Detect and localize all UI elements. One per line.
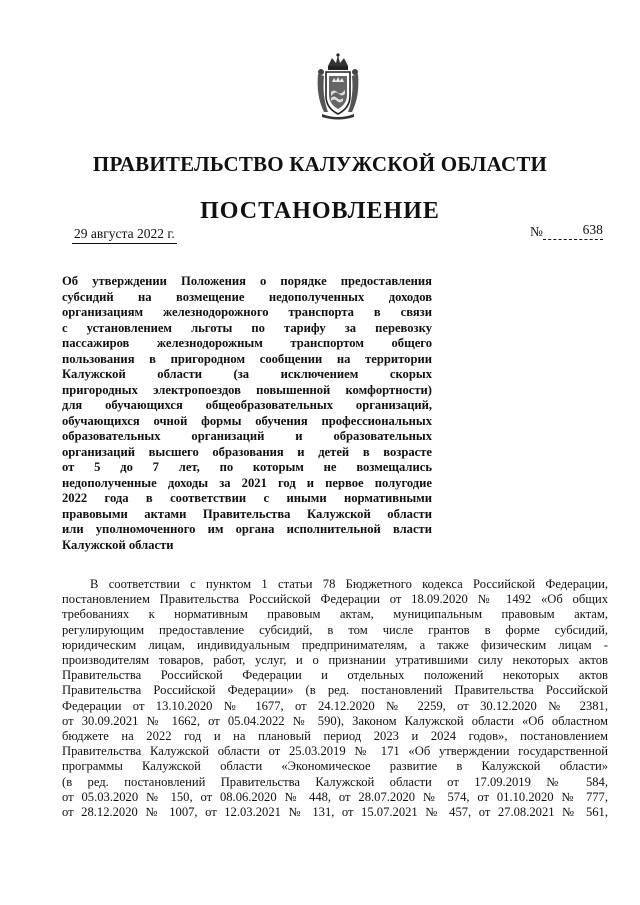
resolution-title: [62, 274, 432, 553]
number-value: 638: [543, 222, 603, 240]
body-line: производителям товаров, работ, услуг, и о признании утратившими силу некоторых актов: [62, 653, 608, 668]
title-line: 2022 года в соответствии с иными нормативными: [62, 491, 432, 505]
title-line: субсидий на возмещение недополученных доходов: [62, 289, 432, 304]
body-line: (в ред. постановлений Правительства Калужской области от 17.09.2019 № 584,: [62, 774, 608, 789]
title-line: для обучающихся общеобразовательных организаций,: [62, 398, 432, 412]
title-line: пользования в пригородном сообщении на территории: [62, 351, 432, 366]
body-line: Федерации от 13.10.2020 № 1677, от 24.12.2020 № 2259, от 30.12.2020 № 2381,: [62, 698, 608, 713]
document-date: 29 августа 2022 г.: [72, 226, 177, 244]
title-line: правовыми актами Правительства Калужской области: [62, 506, 432, 521]
body-line: программы Калужской области «Экономическое развитие в Калужской области»: [62, 759, 608, 774]
body-line: бюджете на 2022 год и на плановый период 2023 и 2024 годов», постановлением: [62, 729, 608, 744]
title-line: организациям железнодорожного транспорта в связи: [62, 305, 432, 319]
title-line: Калужской области (за исключением скорых: [62, 367, 432, 381]
resolution-body: [62, 577, 608, 820]
title-line: с установлением льготы по тарифу за перевозку: [62, 320, 432, 335]
number-sign: №: [530, 224, 543, 239]
title-line: организаций высшего образования и детей в возрасте: [62, 444, 432, 459]
body-line: требованиях к нормативным правовым актам, муниципальным правовым актам,: [62, 607, 608, 622]
body-line: от 30.09.2021 № 1662, от 05.04.2022 № 590), Законом Калужской области «Об областном: [62, 713, 608, 728]
title-line: или уполномоченного им органа исполнительной власти: [62, 522, 432, 536]
title-line: Калужской области: [62, 537, 174, 552]
title-line: образовательных организаций и образовательных: [62, 429, 432, 443]
title-line: Об утверждении Положения о порядке предоставления: [62, 274, 432, 288]
body-line: юридическим лицам, индивидуальным предпринимателям, а также физическим лицам -: [62, 637, 608, 652]
title-line: недополученные доходы за 2021 год и первое полугодие: [62, 475, 432, 490]
body-line: постановлением Правительства Российской Федерации от 18.09.2020 № 1492 «Об общих: [62, 592, 608, 607]
coat-of-arms-icon: [314, 52, 362, 120]
title-line: пригородных электропоездов повышенной комфортности): [62, 382, 432, 397]
title-line: пассажиров железнодорожным транспортом общего: [62, 336, 432, 350]
body-line: регулирующим предоставление субсидий, в том числе грантов в форме субсидий,: [62, 622, 608, 637]
title-line: обучающихся очной формы обучения профессиональных: [62, 413, 432, 428]
document-type-heading: ПОСТАНОВЛЕНИЕ: [200, 198, 440, 224]
body-line: Правительства Российской Федерации и отдельных положений некоторых актов: [62, 668, 608, 683]
body-line: В соответствии с пунктом 1 статьи 78 Бюджетного кодекса Российской Федерации,: [90, 577, 608, 591]
organization-heading: ПРАВИТЕЛЬСТВО КАЛУЖСКОЙ ОБЛАСТИ: [92, 152, 548, 176]
document-number: [530, 222, 603, 240]
title-line: от 5 до 7 лет, по которым не возмещались: [62, 460, 432, 474]
body-line: Правительства Калужской области от 25.03.2019 № 171 «Об утверждении государственной: [62, 744, 608, 759]
body-line: Правительства Российской Федерации» (в ред. постановлений Правительства Российской: [62, 683, 608, 698]
body-line: от 05.03.2020 № 150, от 08.06.2020 № 448, от 28.07.2020 № 574, от 01.10.2020 № 777,: [62, 789, 608, 804]
body-line: от 28.12.2020 № 1007, от 12.03.2021 № 131, от 15.07.2021 № 457, от 27.08.2021 № 561,: [62, 805, 608, 820]
